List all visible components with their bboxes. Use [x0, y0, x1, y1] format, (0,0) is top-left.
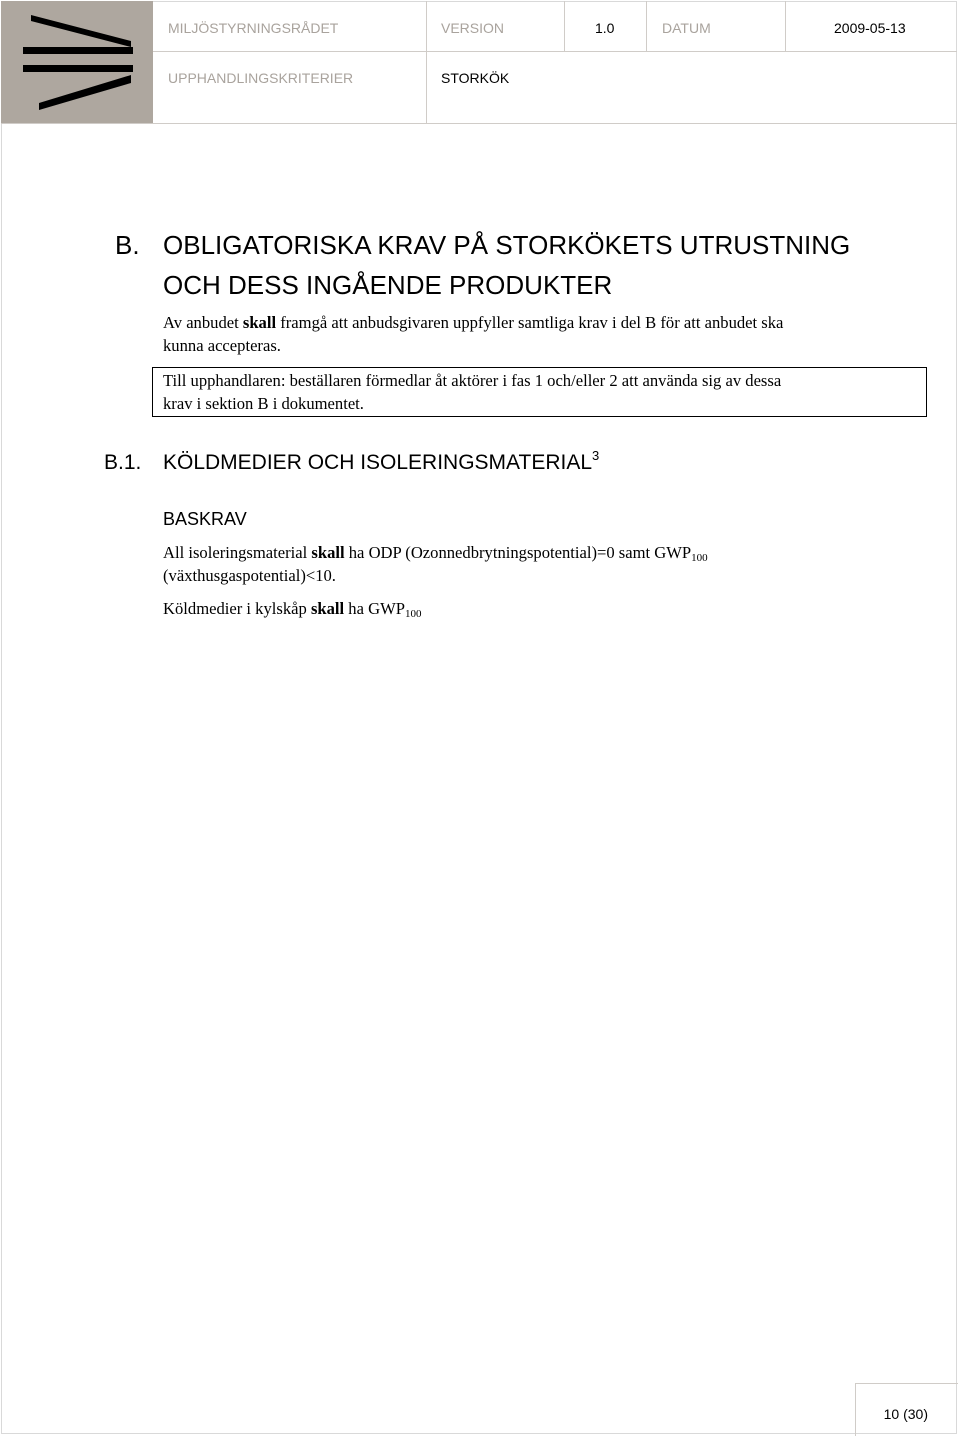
note-line1: Till upphandlaren: beställaren förmedlar åt aktörer i fas 1 och/eller 2 att använda sig av dessa	[163, 371, 782, 390]
header-org: MILJÖSTYRNINGSRÅDET	[168, 20, 339, 36]
note-line2: krav i sektion B i dokumentet.	[163, 394, 364, 413]
header-subject: STORKÖK	[441, 70, 510, 86]
section-intro-line1: Av anbudet skall framgå att anbudsgivaren uppfyller samtliga krav i del B för att anbudet ska	[163, 313, 784, 332]
page-frame	[1, 1, 957, 1434]
header-doc-type: UPPHANDLINGSKRITERIER	[168, 70, 354, 86]
requirement-1-line2: (växthusgaspotential)<10.	[163, 566, 336, 585]
header-version-value: 1.0	[595, 20, 615, 36]
logo	[1, 1, 153, 124]
section-intro-line2: kunna accepteras.	[163, 336, 281, 355]
logo-icon	[21, 13, 136, 113]
section-title-line2: OCH DESS INGÅENDE PRODUKTER	[163, 270, 613, 300]
footnote-ref: 3	[592, 448, 600, 463]
requirement-2: Köldmedier i kylskåp skall ha $GWP_{100}$	[163, 599, 422, 620]
header-date-label: DATUM	[662, 20, 711, 36]
document-header	[1, 1, 957, 124]
section-number: B.	[115, 230, 140, 260]
page-number: 10 (30)	[883, 1406, 928, 1422]
header-version-label: VERSION	[441, 20, 505, 36]
subsection-title: KÖLDMEDIER OCH ISOLERINGSMATERIAL$^3$	[163, 448, 600, 474]
section-title-line1: OBLIGATORISKA KRAV PÅ STORKÖKETS UTRUSTNING	[163, 230, 851, 260]
subsection-number: B.1.	[104, 451, 142, 474]
requirements-heading: BASKRAV	[163, 509, 247, 529]
header-date-value: 2009-05-13	[834, 20, 906, 36]
requirement-1-line1: All isoleringsmaterial skall ha ODP (Ozonnedbrytningspotential)=0 samt $GWP_{100}$	[163, 543, 708, 564]
page-number-box	[855, 1383, 958, 1436]
